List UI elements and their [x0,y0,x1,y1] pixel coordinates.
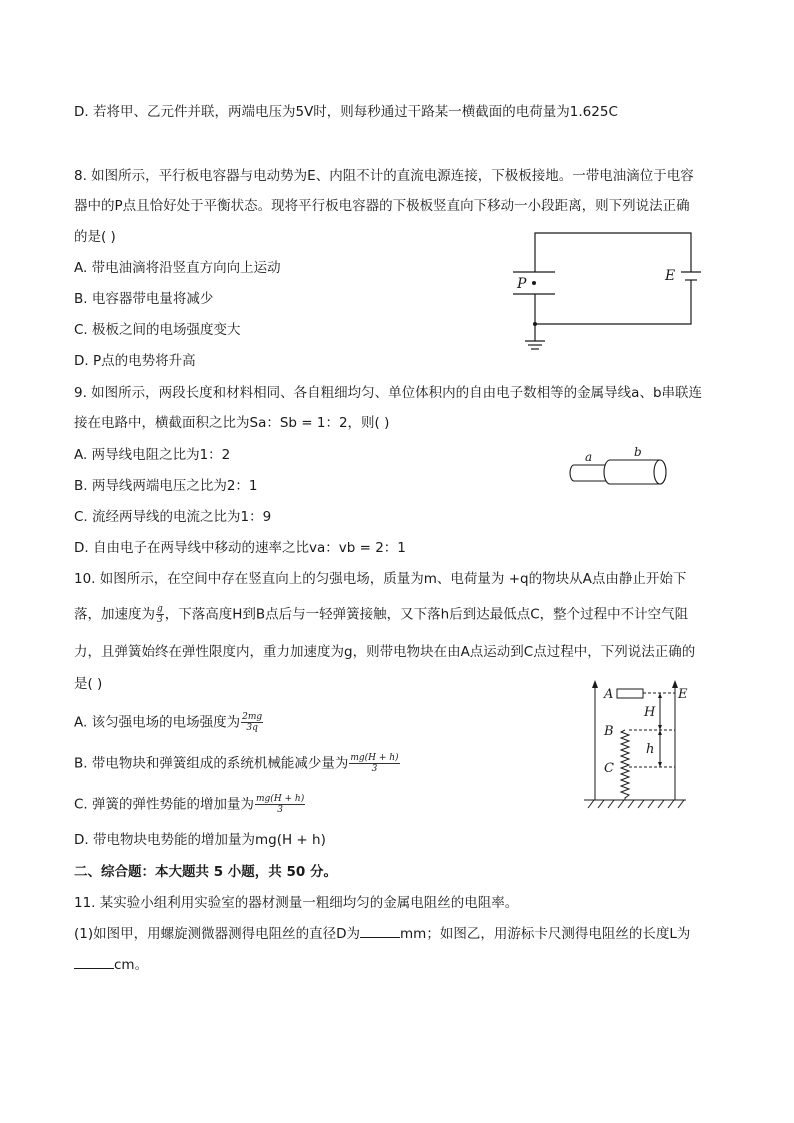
q9-stem-line2: 接在电路中，横截面积之比为Sa：Sb = 1：2，则( ) [74,415,390,431]
q10-fig-label-e: E [678,687,688,702]
q9-stem-line1: 9. 如图所示，两段长度和材料相同、各自粗细均匀、单位体积内的自由电子数相等的金属导线a、b串联连 [74,385,703,401]
q8-fig-label-p: P [517,276,527,292]
q10-option-a-fraction [241,712,263,733]
q11-stem: 11. 某实验小组利用实验室的器材测量一粗细均匀的金属电阻丝的电阻率。 [74,895,519,911]
fraction-numerator: 2mg [242,712,263,722]
q11-part1-mid: mm；如图乙，用游标卡尺测得电阻丝的长度L为 [400,926,691,942]
q11-part1-line2 [74,955,148,975]
q8-stem-line3: 的是( ) [74,229,116,245]
fraction-denominator: 3 [157,615,163,625]
q10-option-b [74,753,401,774]
q10-accel-fraction [156,604,164,625]
q8-option-d: D. P点的电势将升高 [74,353,196,369]
q8-option-b: B. 电容器带电量将减少 [74,291,214,307]
q10-stem-line1: 10. 如图所示，在空间中存在竖直向上的匀强电场，质量为m、电荷量为 +q的物块从A点由静止开始下 [74,571,687,587]
fraction-numerator: mg(H + h) [256,794,305,804]
q10-option-a [74,712,264,733]
q8-circuit-figure [505,225,705,360]
q10-stem-line2-pre: 落，加速度为 [74,606,155,623]
q10-stem-line4: 是( ) [74,676,103,692]
q10-stem-line2-post: ，下落高度H到B点后与一轻弹簧接触，又下落h后到达最低点C，整个过程中不计空气阻 [164,606,689,623]
q9-option-c: C. 流经两导线的电流之比为1：9 [74,509,272,525]
answer-blank-length[interactable] [74,956,114,969]
oil-drop-point [532,281,536,285]
q9-option-b: B. 两导线两端电压之比为2：1 [74,478,258,494]
q11-part1-pre: (1)如图甲，用螺旋测微器测得电阻丝的直径D为 [74,926,361,942]
q10-fig-label-a: A [604,687,614,702]
fraction-denominator: 3q [246,723,258,733]
q11-part1-line1 [74,924,690,944]
q11-part1-end: cm。 [114,957,149,973]
q10-stem-line2 [74,604,688,625]
q10-fig-label-big-h: H [644,705,656,720]
q8-option-a: A. 带电油滴将沿竖直方向向上运动 [74,260,281,276]
q9-option-a: A. 两导线电阻之比为1：2 [74,447,231,463]
q7-option-d: D. 若将甲、乙元件并联，两端电压为5V时，则每秒通过干路某一横截面的电荷量为1.625C [74,104,618,120]
q10-option-b-fraction [349,753,399,774]
q9-wire-figure [560,443,675,493]
q10-option-c-text: C. 弹簧的弹性势能的增加量为 [74,796,255,813]
q10-option-a-text: A. 该匀强电场的电场强度为 [74,714,241,731]
fraction-denominator: 3 [371,764,378,774]
q10-option-c [74,794,306,815]
fraction-numerator: mg(H + h) [350,753,399,763]
q8-stem-line2: 器中的P点且恰好处于平衡状态。现将平行板电容器的下极板竖直向下移动一小段距离，则下列说法正确 [74,198,690,214]
q10-field-spring-figure [580,678,690,813]
q8-option-c: C. 极板之间的电场强度变大 [74,322,241,338]
q10-option-b-text: B. 带电物块和弹簧组成的系统机械能减少量为 [74,755,349,772]
q8-fig-label-e: E [665,268,676,284]
q10-fig-label-c: C [604,761,614,776]
q10-option-d: D. 带电物块电势能的增加量为mg(H + h) [74,832,326,848]
q8-stem-line1: 8. 如图所示，平行板电容器与电动势为E、内阻不计的直流电源连接，下极板接地。一带电油滴位于电容 [74,168,694,184]
section2-heading: 二、综合题：本大题共 5 小题，共 50 分。 [74,864,337,880]
q10-fig-label-small-h: h [646,742,655,757]
q9-fig-label-a: a [585,450,593,464]
answer-blank-diameter[interactable] [360,925,400,938]
q10-option-c-fraction [255,794,305,815]
fraction-numerator: g [157,604,163,614]
q10-fig-label-b: B [604,724,614,739]
fraction-denominator: 3 [277,805,283,815]
q10-stem-line3: 力，且弹簧始终在弹性限度内，重力加速度为g，则带电物块在由A点运动到C点过程中，下列说法正确的 [74,644,696,660]
q9-fig-label-b: b [634,445,642,459]
q9-option-d: D. 自由电子在两导线中移动的速率之比va：vb = 2：1 [74,540,406,556]
